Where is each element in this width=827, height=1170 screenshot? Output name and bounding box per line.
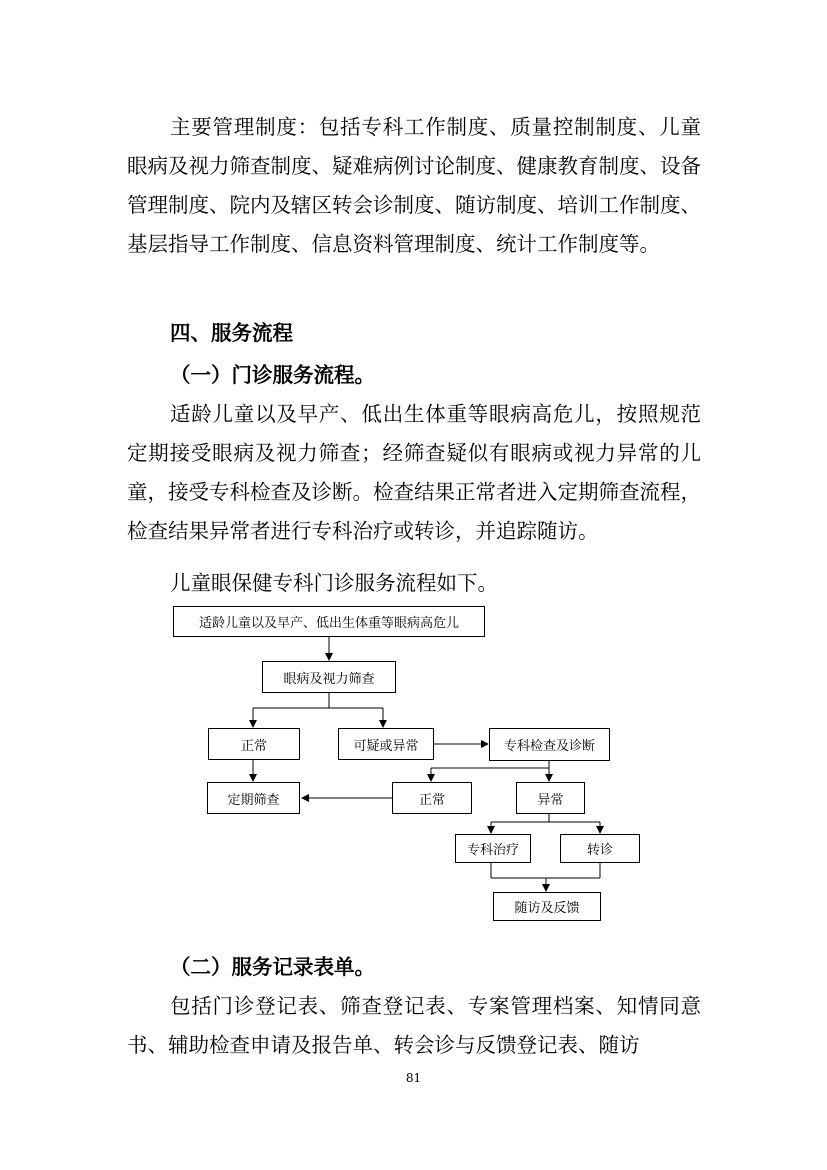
flow-screening-box: 眼病及视力筛查 — [262, 661, 396, 693]
flow-followup-box: 随访及反馈 — [493, 892, 601, 921]
subsection-1-heading: （一）门诊服务流程。 — [170, 363, 375, 387]
flow-normal-2-box: 正常 — [392, 782, 472, 814]
flow-treatment-box: 专科治疗 — [455, 834, 531, 863]
section-heading: 四、服务流程 — [170, 321, 293, 345]
subsection-2-paragraph: 包括门诊登记表、筛查登记表、专案管理档案、知情同意书、辅助检查申请及报告单、转会诊与反馈登记表、随访 — [127, 994, 701, 1057]
page-number: 81 — [405, 1071, 422, 1085]
flow-intro: 儿童眼保健专科门诊服务流程如下。 — [170, 571, 498, 595]
flow-start-box: 适龄儿童以及早产、低出生体重等眼病高危儿 — [173, 606, 485, 637]
flow-referral-box: 转诊 — [560, 834, 640, 863]
flow-exam-box: 专科检查及诊断 — [489, 728, 610, 761]
flow-suspect-box: 可疑或异常 — [338, 728, 434, 760]
subsection-2-heading: （二）服务记录表单。 — [170, 955, 375, 979]
flow-periodic-box: 定期筛查 — [207, 782, 300, 814]
flow-abnormal-box: 异常 — [516, 782, 585, 814]
intro-paragraph: 主要管理制度：包括专科工作制度、质量控制制度、儿童眼病及视力筛查制度、疑难病例讨论制度、健康教育制度、设备管理制度、院内及辖区转会诊制度、随访制度、培训工作制度、基层指导工作制度、信息资料管理制度、统计工作制度等。 — [127, 115, 701, 256]
flow-normal-1-box: 正常 — [208, 728, 300, 760]
subsection-1-paragraph: 适龄儿童以及早产、低出生体重等眼病高危儿，按照规范定期接受眼病及视力筛查；经筛查疑似有眼病或视力异常的儿童，接受专科检查及诊断。检查结果正常者进入定期筛查流程，检查结果异常者进行专科治疗或转诊，并追踪随访。 — [127, 402, 701, 543]
